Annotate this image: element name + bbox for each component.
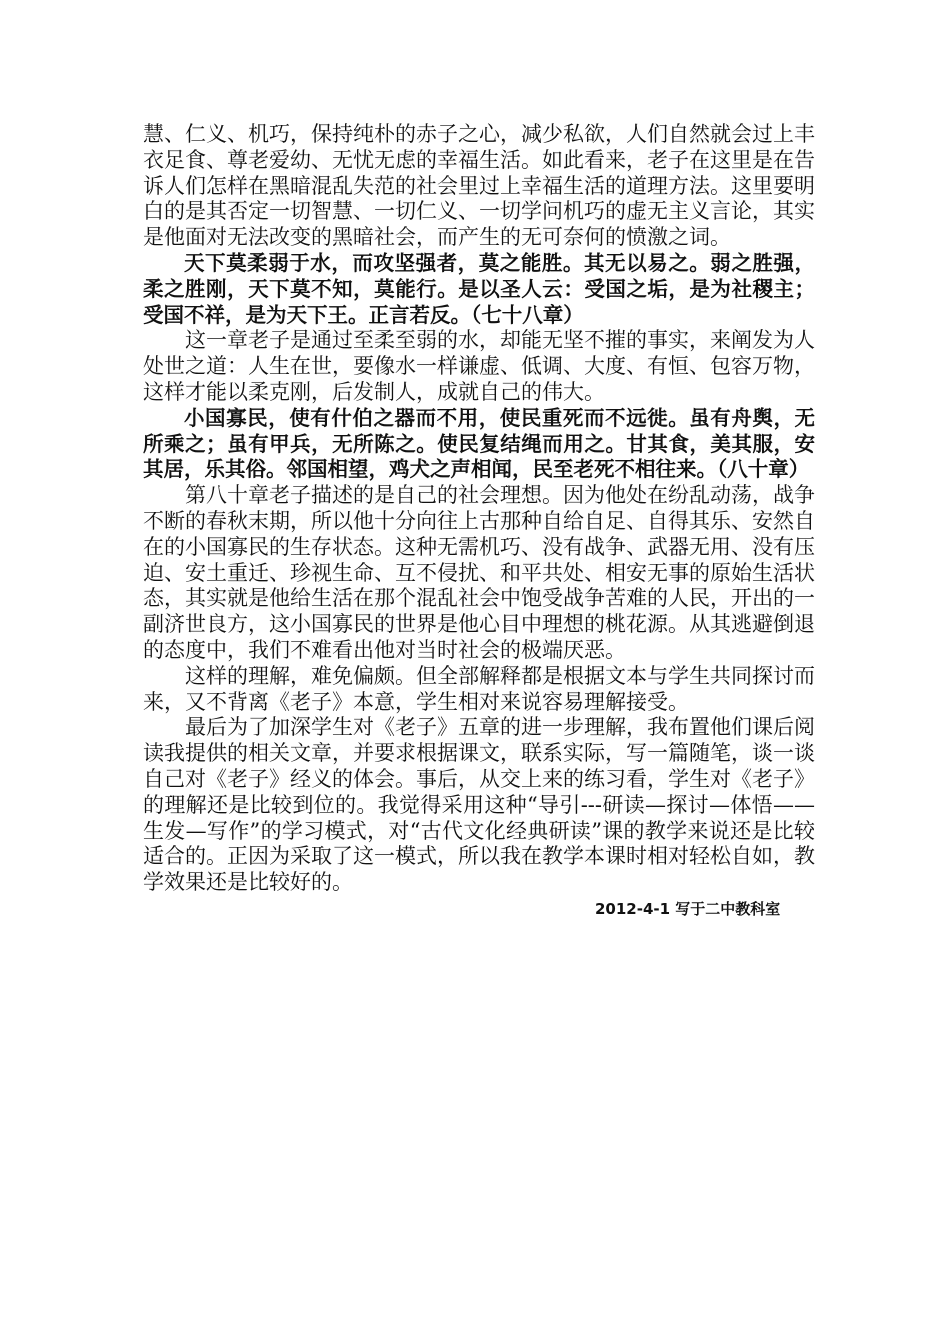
quote-chapter-80: 小国寡民，使有什伯之器而不用，使民重死而不远徙。虽有舟舆，无所乘之；虽有甲兵，无所陈之。使民复结绳而用之。甘其食，美其服，安其居，乐其俗。邻国相望，鸡犬之声相闻，民至老死不相往来。（八十章） bbox=[143, 405, 815, 482]
paragraph-reflection: 这样的理解，难免偏颇。但全部解释都是根据文本与学生共同探讨而来，又不背离《老子》本意，学生相对来说容易理解接受。 bbox=[143, 663, 815, 714]
quote-chapter-78: 天下莫柔弱于水，而攻坚强者，莫之能胜。其无以易之。弱之胜强，柔之胜刚，天下莫不知，莫能行。是以圣人云：受国之垢，是为社稷主；受国不祥，是为天下王。正言若反。（七十八章） bbox=[143, 250, 815, 327]
commentary-chapter-80: 第八十章老子描述的是自己的社会理想。因为他处在纷乱动荡，战争不断的春秋末期，所以他十分向往上古那种自给自足、自得其乐、安然自在的小国寡民的生存状态。这种无需机巧、没有战争、武器无用、没有压迫、安土重迁、珍视生命、互不侵扰、和平共处、相安无事的原始生活状态，其实就是他给生活在那个混乱社会中饱受战争苦难的人民，开出的一副济世良方，这小国寡民的世界是他心目中理想的桃花源。从其逃避倒退的态度中，我们不难看出他对当时社会的极端厌恶。 bbox=[143, 483, 815, 662]
paragraph-conclusion: 最后为了加深学生对《老子》五章的进一步理解，我布置他们课后阅读我提供的相关文章，并要求根据课文，联系实际，写一篇随笔，谈一谈自己对《老子》经义的体会。事后，从交上来的练习看，学生对《老子》的理解还是比较到位的。我觉得采用这种“导引---研读—探讨—体悟——生发—写作”的学习模式，对“古代文化经典研读”课的教学来说还是比较适合的。正因为采取了这一模式，所以我在教学本课时相对轻松自如，教学效果还是比较好的。 bbox=[143, 715, 815, 895]
document-page bbox=[143, 122, 815, 920]
paragraph-continuation: 慧、仁义、机巧，保持纯朴的赤子之心，减少私欲，人们自然就会过上丰衣足食、尊老爱幼、无忧无虑的幸福生活。如此看来，老子在这里是在告诉人们怎样在黑暗混乱失范的社会里过上幸福生活的道理方法。这里要明白的是其否定一切智慧、一切仁义、一切学问机巧的虚无主义言论，其实是他面对无法改变的黑暗社会，而产生的无可奈何的愤激之词。 bbox=[143, 122, 815, 250]
commentary-chapter-78: 这一章老子是通过至柔至弱的水，却能无坚不摧的事实，来阐发为人处世之道：人生在世，要像水一样谦虚、低调、大度、有恒、包容万物，这样才能以柔克刚，后发制人，成就自己的伟大。 bbox=[143, 328, 815, 404]
signature-line: 2012-4-1 写于二中教科室 bbox=[595, 899, 781, 918]
